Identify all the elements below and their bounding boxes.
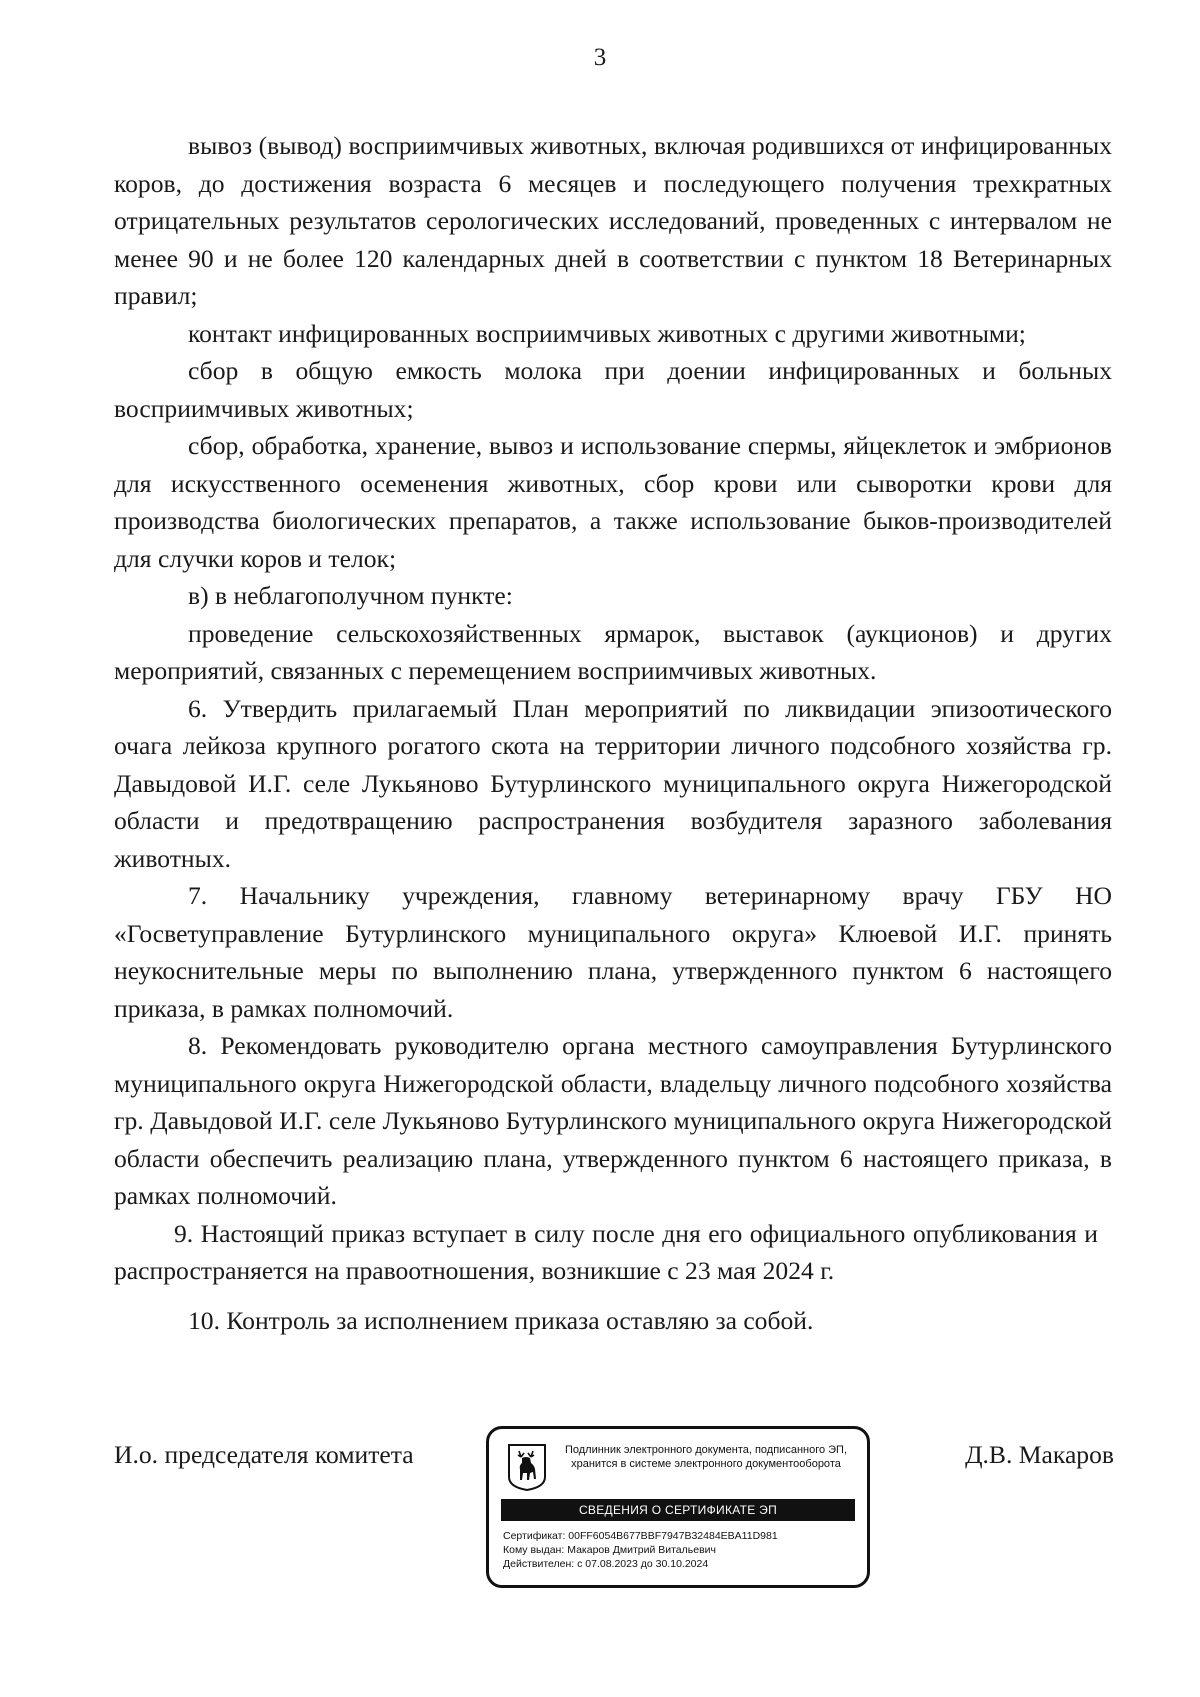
stamp-title-bar: СВЕДЕНИЯ О СЕРТИФИКАТЕ ЭП bbox=[501, 1499, 855, 1521]
deer-emblem-icon bbox=[507, 1443, 547, 1491]
paragraph-milk-collection: сбор в общую емкость молока при доении инфицированных и больных восприимчивых животных; bbox=[114, 356, 1112, 423]
stamp-details bbox=[503, 1529, 859, 1571]
validity-label: Действителен: bbox=[503, 1558, 575, 1570]
paragraph-fairs: проведение сельскохозяйственных ярмарок, выставок (аукционов) и других мероприятий, связанных с перемещением восприимчивых животных. bbox=[114, 618, 1112, 685]
signatory-name: Д.В. Макаров bbox=[965, 1440, 1114, 1469]
paragraph-item-8: 8. Рекомендовать руководителю органа местного самоуправления Бутурлинского муниципального округа Нижегородской области, владельцу личного подсобного хозяйства гр. Давыдовой И.Г. селе Лукьяново Бутурлинского муниципального округа Нижегородской области обеспечить реализацию плана, утвержденного пунктом 6 настоящего приказа, в рамках полномочий. bbox=[114, 1031, 1112, 1210]
certificate-row bbox=[503, 1529, 859, 1543]
issued-to-value: Макаров Дмитрий Витальевич bbox=[567, 1544, 716, 1556]
validity-value: с 07.08.2023 до 30.10.2024 bbox=[577, 1558, 709, 1570]
paragraph-sperm-collection: сбор, обработка, хранение, вывоз и использование спермы, яйцеклеток и эмбрионов для искусственного осеменения животных, сбор крови или сыворотки крови для производства биологических препаратов, а также использование быков-производителей для случки коров и телок; bbox=[114, 431, 1112, 573]
issued-to-row bbox=[503, 1543, 859, 1557]
paragraph-item-9: 9. Настоящий приказ вступает в силу после дня его официального опубликования и распространяется на правоотношения, возникшие с 23 мая 2024 г. bbox=[114, 1218, 1098, 1285]
document-body bbox=[114, 127, 1112, 1339]
paragraph-subsection-v: в) в неблагополучном пункте: bbox=[188, 581, 513, 610]
issued-to-label: Кому выдан: bbox=[503, 1544, 565, 1556]
stamp-header bbox=[553, 1443, 859, 1471]
paragraph-item-10: 10. Контроль за исполнением приказа оставляю за собой. bbox=[188, 1305, 814, 1335]
page-number: 3 bbox=[593, 44, 607, 71]
signatory-position: И.о. председателя комитета bbox=[114, 1440, 414, 1469]
stamp-header-line2: хранится в системе электронного документооборота bbox=[571, 1458, 841, 1470]
stamp-header-line1: Подлинник электронного документа, подписанного ЭП, bbox=[564, 1444, 848, 1456]
paragraph-item-6: 6. Утвердить прилагаемый План мероприятий по ликвидации эпизоотического очага лейкоза крупного рогатого скота на территории личного подсобного хозяйства гр. Давыдовой И.Г. селе Лукьяново Бутурлинского муниципального округа Нижегородской области и предотвращению распространения возбудителя заразного заболевания животных. bbox=[114, 693, 1112, 873]
paragraph-removal-animals: вывоз (вывод) восприимчивых животных, включая родившихся от инфицированных коров, до достижения возраста 6 месяцев и последующего получения трехкратных отрицательных результатов серологических исследований, проведенных с интервалом не менее 90 и не более 120 календарных дней в соответствии с пунктом 18 Ветеринарных правил; bbox=[114, 131, 1112, 310]
paragraph-contact: контакт инфицированных восприимчивых животных с другими животными; bbox=[188, 318, 1026, 348]
electronic-signature-stamp bbox=[486, 1426, 870, 1588]
validity-row bbox=[503, 1557, 859, 1571]
paragraph-item-7: 7. Начальнику учреждения, главному ветеринарному врачу ГБУ НО «Госветуправление Бутурлинского муниципального округа» Клюевой И.Г. принять неукоснительные меры по выполнению плана, утвержденного пунктом 6 настоящего приказа, в рамках полномочий. bbox=[114, 881, 1112, 1023]
certificate-label: Сертификат: bbox=[503, 1530, 566, 1542]
certificate-value: 00FF6054B677BBF7947B32484EBA11D981 bbox=[568, 1530, 778, 1542]
